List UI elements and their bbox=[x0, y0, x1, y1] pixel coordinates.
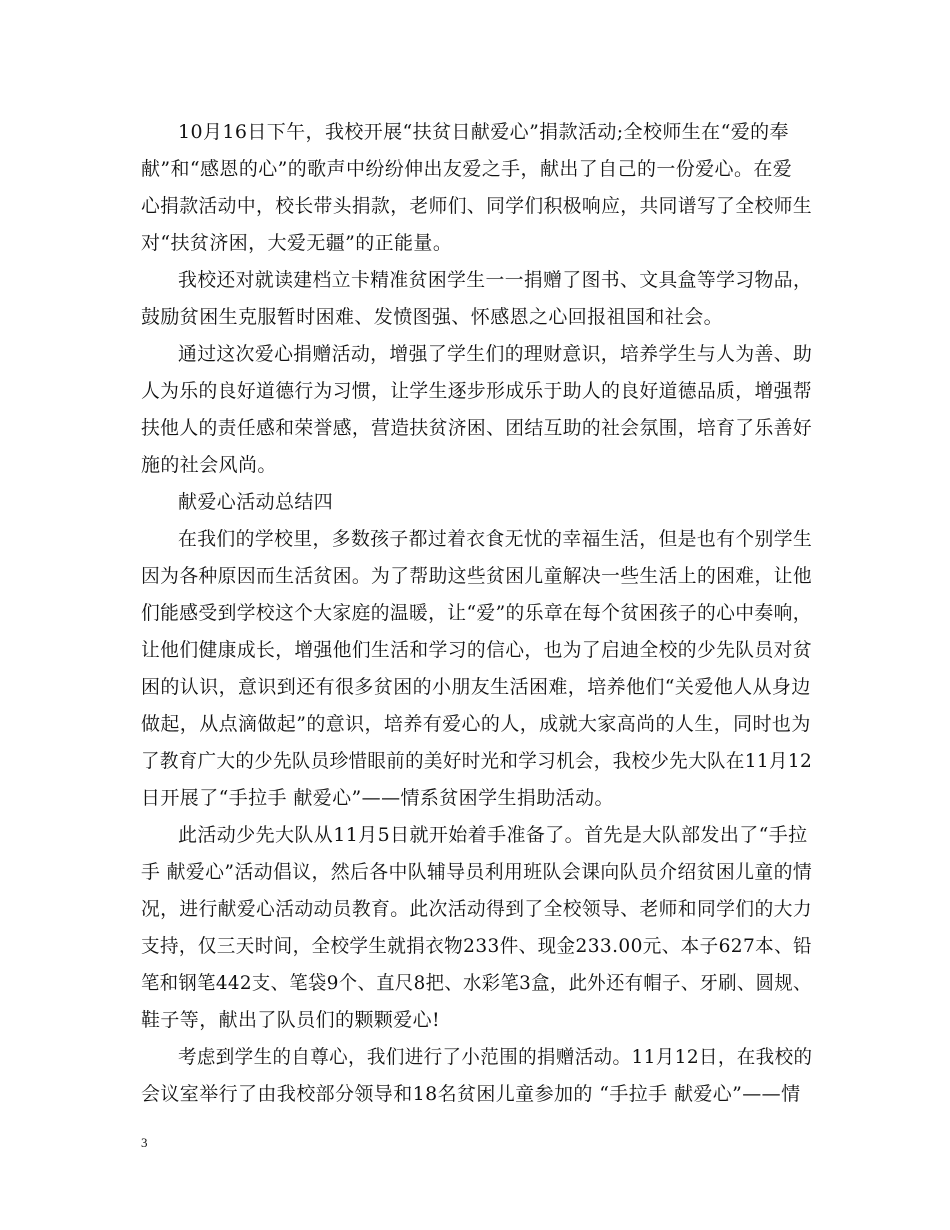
text-line: 扶他人的责任感和荣誉感，营造扶贫济困、团结互助的社会氛围，培育了乐善好 bbox=[141, 417, 813, 439]
text-line: 对“扶贫济困，大爱无疆”的正能量。 bbox=[141, 232, 453, 254]
text-line: 日开展了“手拉手 献爱心”——情系贫困学生捐助活动。 bbox=[141, 787, 614, 809]
text-line: 了教育广大的少先队员珍惜眼前的美好时光和学习机会，我校少先大队在11月12 bbox=[141, 750, 813, 772]
text-line: 施的社会风尚。 bbox=[141, 454, 277, 476]
text-line: 鼓励贫困生克服暂时困难、发愤图强、怀感恩之心回报祖国和社会。 bbox=[141, 306, 724, 328]
text-line: 此活动少先大队从11月5日就开始着手准备了。首先是大队部发出了“手拉 bbox=[178, 824, 808, 846]
text-line: 通过这次爱心捐赠活动，增强了学生们的理财意识，培养学生与人为善、助 bbox=[178, 343, 813, 365]
text-line: 支持，仅三天时间，全校学生就捐衣物233件、现金233.00元、本子627本、铅 bbox=[141, 935, 813, 957]
text-line: 会议室举行了由我校部分领导和18名贫困儿童参加的 “手拉手 献爱心”——情 bbox=[141, 1083, 801, 1105]
text-line: 心捐款活动中，校长带头捐款，老师们、同学们积极响应，共同谱写了全校师生 bbox=[141, 195, 813, 217]
page-number: 3 bbox=[141, 1135, 148, 1150]
text-line: 人为乐的良好道德行为习惯，让学生逐步形成乐于助人的良好道德品质，增强帮 bbox=[141, 380, 813, 402]
text-line: 况，进行献爱心活动动员教育。此次活动得到了全校领导、老师和同学们的大力 bbox=[141, 898, 813, 920]
text-line: 因为各种原因而生活贫困。为了帮助这些贫困儿童解决一些生活上的困难，让他 bbox=[141, 565, 813, 587]
text-line: 手 献爱心”活动倡议，然后各中队辅导员利用班队会课向队员介绍贫困儿童的情 bbox=[141, 861, 813, 883]
text-line: 10月16日下午，我校开展“扶贫日献爱心”捐款活动;全校师生在“爱的奉 bbox=[178, 121, 789, 143]
text-line: 困的认识，意识到还有很多贫困的小朋友生活困难，培养他们“关爱他人从身边 bbox=[141, 676, 811, 698]
text-line: 我校还对就读建档立卡精准贫困学生一一捐赠了图书、文具盒等学习物品， bbox=[178, 269, 813, 291]
text-line: 让他们健康成长，增强他们生活和学习的信心，也为了启迪全校的少先队员对贫 bbox=[141, 639, 813, 661]
text-line: 在我们的学校里，多数孩子都过着衣食无忧的幸福生活，但是也有个别学生 bbox=[178, 528, 813, 550]
text-line: 鞋子等，献出了队员们的颗颗爱心! bbox=[141, 1009, 441, 1031]
text-line: 考虑到学生的自尊心，我们进行了小范围的捐赠活动。11月12日，在我校的 bbox=[178, 1046, 813, 1068]
text-line: 献”和“感恩的心”的歌声中纷纷伸出友爱之手，献出了自己的一份爱心。在爱 bbox=[141, 158, 793, 180]
text-line: 做起，从点滴做起”的意识，培养有爱心的人，成就大家高尚的人生，同时也为 bbox=[141, 713, 811, 735]
text-line: 们能感受到学校这个大家庭的温暖，让“爱”的乐章在每个贫困孩子的心中奏响， bbox=[141, 602, 812, 624]
section-heading: 献爱心活动总结四 bbox=[178, 491, 334, 513]
text-line: 笔和钢笔442支、笔袋9个、直尺8把、水彩笔3盒，此外还有帽子、牙刷、圆规、 bbox=[141, 972, 812, 994]
